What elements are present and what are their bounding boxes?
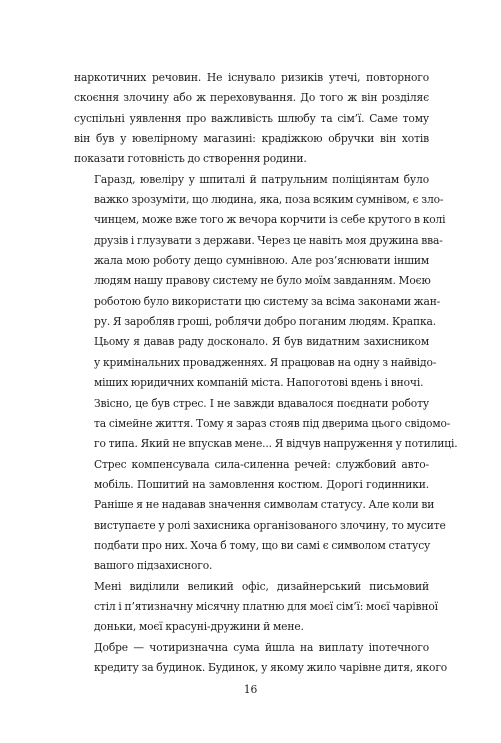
- paragraph: [74, 638, 448, 679]
- text-line: доньки, моєї красуні-дружини й мене.: [94, 620, 304, 634]
- text-line: наркотичних речовин. Не існувало ризиків утечі, повторного: [74, 71, 429, 84]
- page-number: 16: [243, 683, 258, 696]
- text-line: го типа. Який не впускав мене... Я відчув напруження у потилиці.: [94, 437, 458, 451]
- text-line: ру. Я заробляв гроші, роблячи добро поганим людям. Крапка.: [94, 315, 436, 329]
- text-line: вашого підзахисного.: [94, 559, 213, 573]
- text-line: мобіль. Пошитий на замовлення костюм. Дорогі годинники.: [94, 477, 429, 491]
- text-line: міших юридичних компаній міста. Напоготові вдень і вночі.: [94, 376, 424, 390]
- paragraph: [74, 394, 458, 455]
- text-line: кредиту за будинок. Будинок, у якому жило чарівне дитя, якого: [94, 660, 448, 674]
- text-line: скоєння злочину або ж переховування. До того ж він розділяє: [74, 91, 429, 105]
- text-line: Стрес компенсувала сила-силенна речей: службовий авто-: [94, 457, 429, 471]
- text-line: стіл і п’ятизначну місячну платню для моєї сім’ї: моєї чарівної: [94, 599, 438, 613]
- text-line: людям нашу правову систему не було моїм завданням. Моєю: [94, 274, 431, 288]
- text-line: Раніше я не надавав значення символам статусу. Але коли ви: [94, 498, 435, 512]
- text-line: чинцем, може вже того ж вечора корчити із себе крутого в колі: [94, 213, 446, 227]
- text-line: Цьому я давав раду досконало. Я був видатним захисником: [94, 335, 429, 349]
- text-line: Мені виділили великий офіс, дизайнерський письмовий: [94, 579, 429, 593]
- text-line: Гаразд, ювеліру у шпиталі й патрульним поліціянтам було: [94, 172, 429, 186]
- text-line: друзів і глузувати з держави. Через це навіть моя дружина вва-: [94, 233, 443, 247]
- text-line: виступаєте у ролі захисника організованого злочину, то мусите: [94, 518, 446, 532]
- text-line: він був у ювелірному магазині: крадіжкою обручки він хотів: [74, 132, 429, 146]
- text-line: Добре — чотиризначна сума йшла на виплату іпотечного: [94, 640, 429, 654]
- text-line: подбати про них. Хоча б тому, що ви самі є символом статусу: [94, 538, 431, 552]
- paragraph: [74, 577, 438, 638]
- body-text: [74, 68, 458, 678]
- text-line: Звісно, це був стрес. І не завжди вдавалося поєднати роботу: [94, 396, 429, 410]
- text-line: показати готовність до створення родини.: [74, 152, 307, 166]
- text-line: та сімейне життя. Тому я зараз стояв під дверима цього свідомо-: [94, 416, 451, 430]
- text-line: суспільні уявлення про важливість шлюбу та сім’ї. Саме тому: [74, 111, 429, 125]
- text-line: важко зрозуміти, що людина, яка, поза всяким сумнівом, є зло-: [94, 193, 444, 207]
- paragraph: [74, 455, 446, 577]
- text-line: роботою було використати цю систему за всіма законами жан-: [94, 294, 441, 308]
- paragraph: [74, 170, 446, 394]
- text-line: у кримінальних провадженнях. Я працював на одну з найвідо-: [94, 355, 437, 369]
- paragraph: [74, 68, 429, 170]
- text-line: жала мою роботу дещо сумнівною. Але роз’яснювати іншим: [94, 254, 429, 268]
